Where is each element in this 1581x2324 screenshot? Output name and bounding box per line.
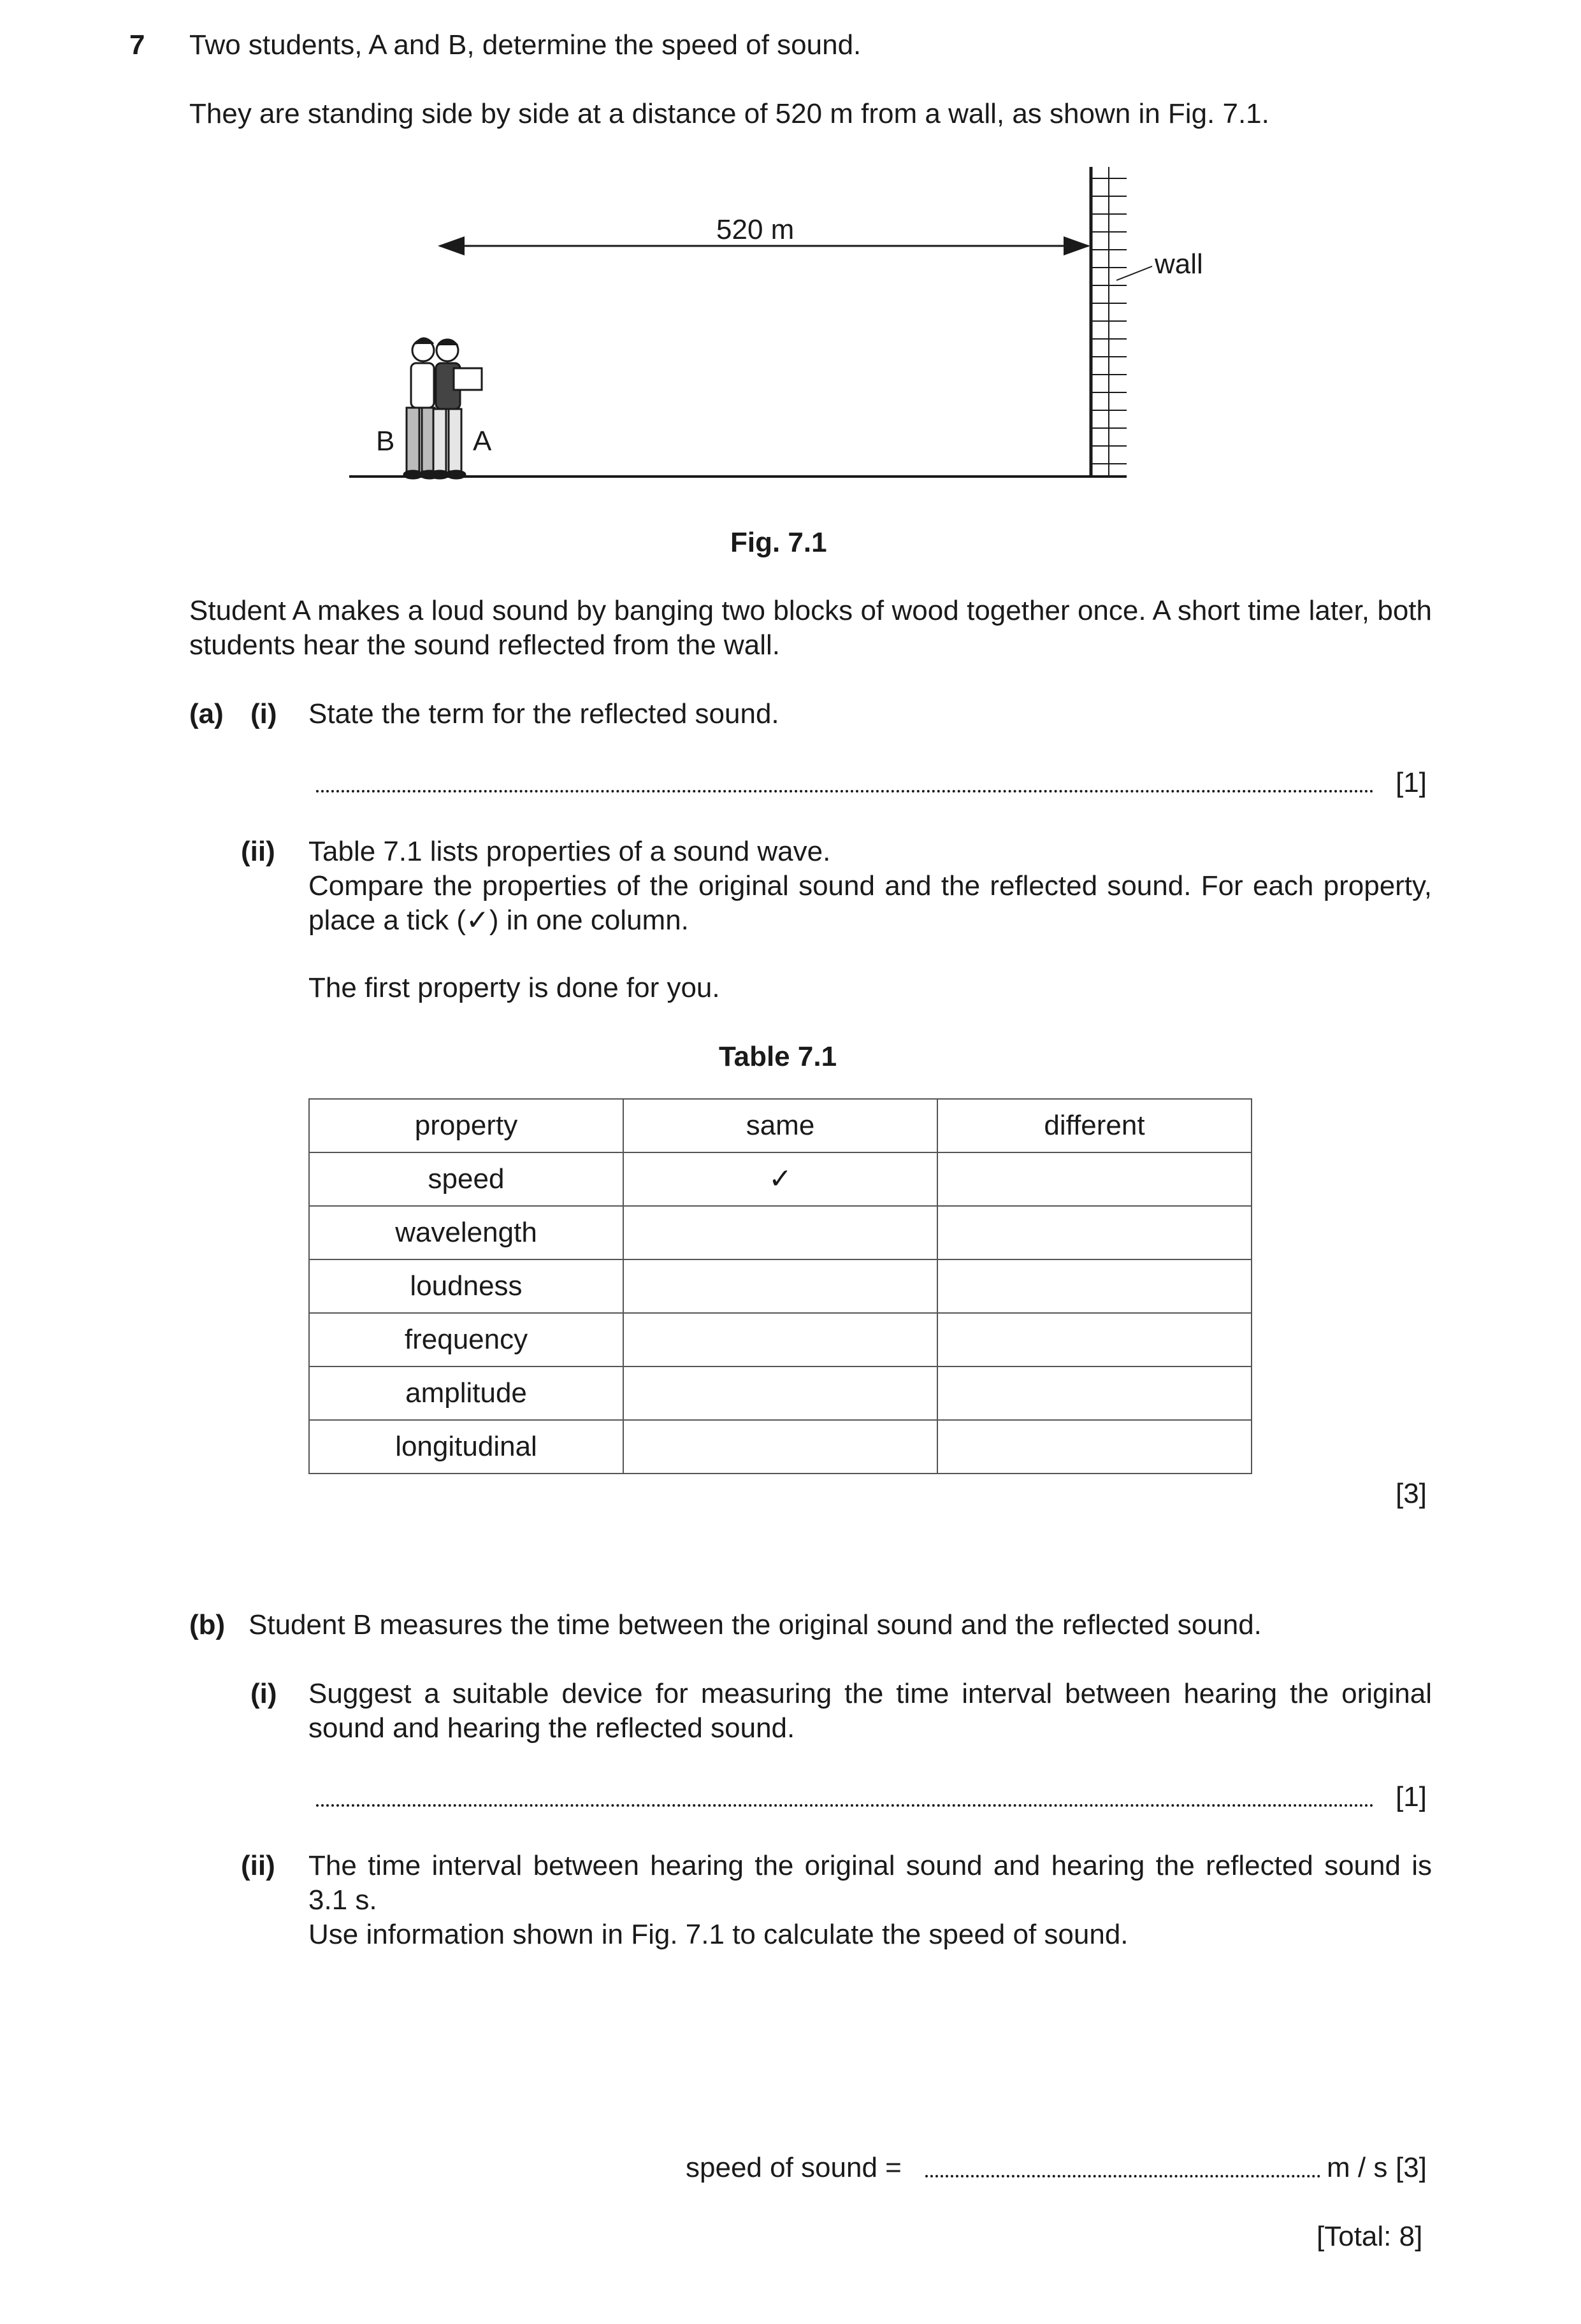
different-cell[interactable] bbox=[937, 1259, 1252, 1313]
part-b-ii-text: The time interval between hearing the original sound and hearing the reflected sound is 3.1 s. bbox=[308, 1850, 1432, 1916]
answer-line-b-i[interactable] bbox=[316, 1804, 1374, 1807]
table-row bbox=[309, 1152, 1252, 1206]
property-cell: amplitude bbox=[309, 1366, 623, 1420]
same-cell[interactable] bbox=[623, 1366, 937, 1420]
table-header-row bbox=[309, 1099, 1252, 1152]
table-title: Table 7.1 bbox=[719, 1041, 837, 1072]
same-cell[interactable]: ✓ bbox=[623, 1152, 937, 1206]
part-b-label: (b) bbox=[189, 1609, 226, 1640]
table-row bbox=[309, 1366, 1252, 1420]
different-cell[interactable] bbox=[937, 1313, 1252, 1366]
student-a-label: A bbox=[473, 426, 492, 457]
answer-line-speed[interactable] bbox=[925, 2175, 1320, 2177]
different-cell[interactable] bbox=[937, 1366, 1252, 1420]
answer-unit: m / s bbox=[1327, 2152, 1388, 2183]
question-number: 7 bbox=[129, 29, 145, 61]
property-cell: loudness bbox=[309, 1259, 623, 1313]
table-row bbox=[309, 1206, 1252, 1259]
part-a-ii-line-2: Compare the properties of the original sound and the reflected sound. For each property, place a tick (✓) in one column. bbox=[308, 870, 1432, 936]
header-same: same bbox=[623, 1099, 937, 1152]
question-intro-2: They are standing side by side at a distance of 520 m from a wall, as shown in Fig. 7.1. bbox=[189, 98, 1269, 129]
same-cell[interactable] bbox=[623, 1420, 937, 1474]
part-a-ii-line-3: The first property is done for you. bbox=[308, 972, 720, 1003]
part-a-i-text: State the term for the reflected sound. bbox=[308, 698, 779, 729]
different-cell[interactable] bbox=[937, 1420, 1252, 1474]
scenario-description: Student A makes a loud sound by banging two blocks of wood together once. A short time later, both students hear the sound reflected from the wall. bbox=[189, 595, 1432, 661]
answer-label-speed: speed of sound = bbox=[686, 2152, 902, 2183]
table-row bbox=[309, 1259, 1252, 1313]
part-b-ii-label: (ii) bbox=[241, 1850, 275, 1881]
header-different: different bbox=[937, 1099, 1252, 1152]
same-cell[interactable] bbox=[623, 1313, 937, 1366]
part-b-i-text: Suggest a suitable device for measuring the time interval between hearing the original sound and hearing the reflected sound. bbox=[308, 1678, 1432, 1744]
wall-label: wall bbox=[1155, 248, 1203, 280]
table-row bbox=[309, 1313, 1252, 1366]
marks-a-ii: [3] bbox=[1396, 1478, 1427, 1509]
same-cell[interactable] bbox=[623, 1259, 937, 1313]
total-marks: [Total: 8] bbox=[1317, 2221, 1423, 2252]
different-cell[interactable] bbox=[937, 1206, 1252, 1259]
same-cell[interactable] bbox=[623, 1206, 937, 1259]
different-cell[interactable] bbox=[937, 1152, 1252, 1206]
part-a-label: (a) bbox=[189, 698, 224, 729]
marks-a-i: [1] bbox=[1396, 767, 1427, 798]
table-row bbox=[309, 1420, 1252, 1474]
figure-caption: Fig. 7.1 bbox=[730, 527, 827, 558]
part-a-ii-label: (ii) bbox=[241, 836, 275, 867]
part-b-i-label: (i) bbox=[250, 1678, 277, 1709]
property-cell: longitudinal bbox=[309, 1420, 623, 1474]
part-a-i-label: (i) bbox=[250, 698, 277, 729]
distance-label: 520 m bbox=[716, 214, 795, 245]
part-b-ii-text-2: Use information shown in Fig. 7.1 to calculate the speed of sound. bbox=[308, 1919, 1129, 1950]
properties-table bbox=[308, 1098, 1252, 1474]
question-intro-1: Two students, A and B, determine the speed of sound. bbox=[189, 29, 862, 61]
property-cell: wavelength bbox=[309, 1206, 623, 1259]
student-b-label: B bbox=[376, 426, 395, 457]
part-a-ii-line-1: Table 7.1 lists properties of a sound wave. bbox=[308, 836, 831, 867]
answer-line-a-i[interactable] bbox=[316, 790, 1374, 793]
figure-7-1 bbox=[0, 0, 1581, 573]
header-property: property bbox=[309, 1099, 623, 1152]
property-cell: speed bbox=[309, 1152, 623, 1206]
property-cell: frequency bbox=[309, 1313, 623, 1366]
marks-b-ii: [3] bbox=[1396, 2152, 1427, 2183]
wall-icon bbox=[1091, 167, 1152, 477]
marks-b-i: [1] bbox=[1396, 1781, 1427, 1812]
part-b-text: Student B measures the time between the original sound and the reflected sound. bbox=[249, 1609, 1262, 1640]
